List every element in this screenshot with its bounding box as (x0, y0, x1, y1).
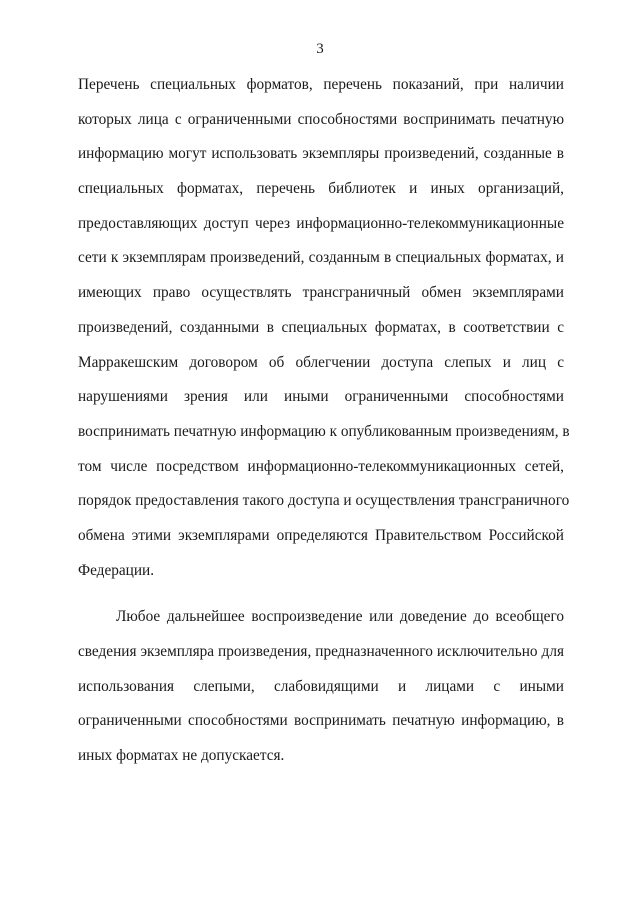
page-number: 3 (316, 41, 324, 57)
text-line: сведения экземпляра произведения, предназначенного исключительно для (78, 643, 564, 660)
text-line: использования слепыми, слабовидящими и лицами с иными (78, 677, 564, 695)
text-line: нарушениями зрения или иными ограниченными способностями (78, 388, 564, 406)
text-line: произведений, созданными в специальных форматах, в соответствии с (78, 318, 564, 336)
paragraph (78, 607, 564, 780)
text-line: специальных форматах, перечень библиотек и иных организаций, (78, 180, 564, 198)
text-line: Марракешским договором об облегчении доступа слепых и лиц с (78, 353, 564, 371)
text-line: Федерации. (78, 561, 155, 579)
text-line: сети к экземплярам произведений, созданным в специальных форматах, и (78, 249, 564, 267)
text-line: Любое дальнейшее воспроизведение или доведение до всеобщего (116, 608, 564, 626)
text-line: имеющих право осуществлять трансграничный обмен экземплярами (78, 284, 564, 302)
text-line: ограниченными способностями воспринимать печатную информацию, в (78, 712, 564, 730)
text-line: предоставляющих доступ через информационно-телекоммуникационные (78, 214, 564, 232)
text-line: иных форматах не допускается. (78, 747, 285, 765)
paragraph (78, 75, 570, 595)
text-line: которых лица с ограниченными способностями воспринимать печатную (78, 110, 564, 128)
document-body (78, 75, 570, 781)
text-line: порядок предоставления такого доступа и осуществления трансграничного (78, 492, 570, 510)
text-line: воспринимать печатную информацию к опубликованным произведениям, в (78, 422, 570, 440)
text-line: информацию могут использовать экземпляры произведений, созданные в (78, 145, 564, 163)
text-line: обмена этими экземплярами определяются Правительством Российской (78, 526, 564, 544)
text-line: том числе посредством информационно-телекоммуникационных сетей, (78, 457, 564, 475)
text-line: Перечень специальных форматов, перечень показаний, при наличии (78, 76, 564, 93)
paragraph-spacer (78, 595, 564, 607)
